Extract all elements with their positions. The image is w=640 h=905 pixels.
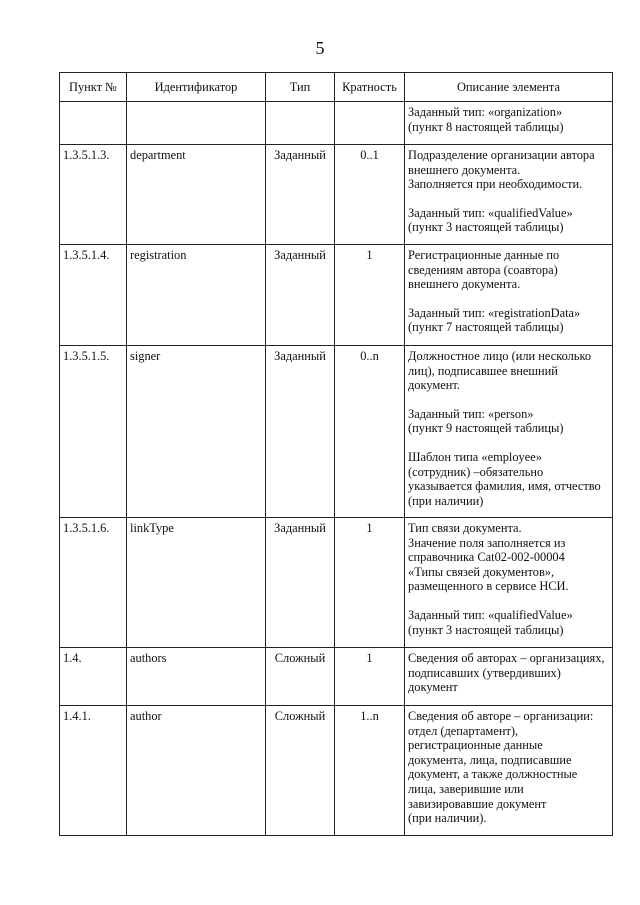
description [405,245,613,346]
table-row [60,145,613,245]
description [405,518,613,648]
multiplicity: 0..1 [335,145,405,245]
element-type: Заданный [266,245,335,346]
description [405,102,613,145]
description-paragraph: Заданный тип: «person» (пункт 9 настоящей таблицы) [408,406,564,436]
multiplicity: 1 [335,245,405,346]
description-paragraph: Должностное лицо (или несколько лиц), подписавшее внешний документ. [408,349,592,393]
identifier: signer [127,346,266,518]
item-number: 1.3.5.1.3. [60,145,127,245]
item-number [60,102,127,145]
description-paragraph: Тип связи документа. Значение поля заполняется из справочника Cat02-002-00004 «Типы связей документов», размещенного в сервисе НСИ. [408,521,569,594]
identifier: registration [127,245,266,346]
table-row [60,346,613,518]
element-type: Заданный [266,145,335,245]
element-type: Заданный [266,346,335,518]
header-type: Тип [266,73,335,102]
multiplicity: 1..n [335,706,405,836]
description-paragraph: Заданный тип: «organization» (пункт 8 настоящей таблицы) [408,105,564,134]
table-row [60,518,613,648]
table-row [60,102,613,145]
element-type: Сложный [266,706,335,836]
identifier: linkType [127,518,266,648]
item-number: 1.4. [60,648,127,706]
multiplicity: 1 [335,648,405,706]
element-type: Сложный [266,648,335,706]
table-row [60,245,613,346]
header-item-number: Пункт № [60,73,127,102]
page-number: 5 [315,38,325,58]
item-number: 1.4.1. [60,706,127,836]
description-paragraph: Заданный тип: «qualifiedValue» (пункт 3 настоящей таблицы) [408,205,573,235]
description [405,145,613,245]
description-paragraph: Сведения об авторе – организации: отдел (департамент), регистрационные данные документа, лица, подписавшие документ, а также должностные лица, заверившие или завизировавшие документ (при наличии). [408,709,594,826]
table-row [60,648,613,706]
description [405,706,613,836]
description-paragraph: Подразделение организации автора внешнего документа. Заполняется при необходимости. [408,148,595,192]
header-description: Описание элемента [405,73,613,102]
element-spec-table [59,72,613,836]
multiplicity: 0..n [335,346,405,518]
identifier: department [127,145,266,245]
header-multiplicity: Кратность [335,73,405,102]
multiplicity: 1 [335,518,405,648]
item-number: 1.3.5.1.6. [60,518,127,648]
element-type: Заданный [266,518,335,648]
multiplicity [335,102,405,145]
item-number: 1.3.5.1.4. [60,245,127,346]
item-number: 1.3.5.1.5. [60,346,127,518]
description [405,346,613,518]
description-paragraph: Заданный тип: «qualifiedValue» (пункт 3 настоящей таблицы) [408,607,573,637]
element-type [266,102,335,145]
description-paragraph: Сведения об авторах – организациях, подписавших (утвердивших) документ [408,651,605,695]
identifier [127,102,266,145]
description [405,648,613,706]
identifier: authors [127,648,266,706]
description-paragraph: Регистрационные данные по сведениям автора (соавтора) внешнего документа. [408,248,560,292]
header-identifier: Идентификатор [127,73,266,102]
identifier: author [127,706,266,836]
description-paragraph: Шаблон типа «employee» (сотрудник) –обязательно указывается фамилия, имя, отчество (при наличии) [408,449,601,508]
table-row [60,706,613,836]
table-header-row [60,73,613,102]
description-paragraph: Заданный тип: «registrationData» (пункт 7 настоящей таблицы) [408,305,581,335]
